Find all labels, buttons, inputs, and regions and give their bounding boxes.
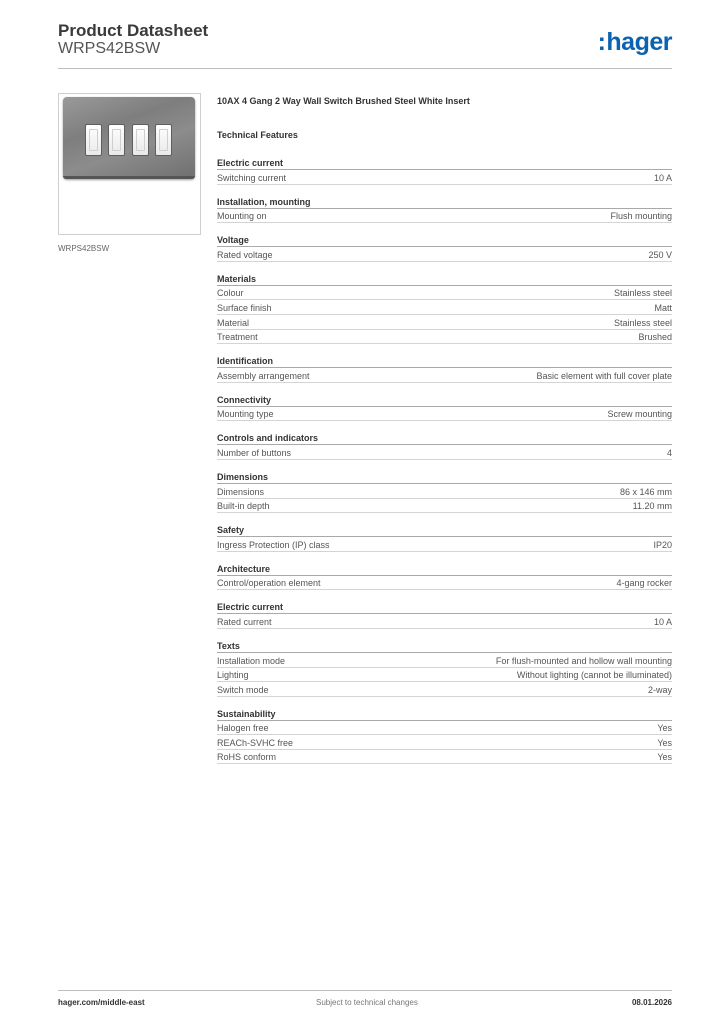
feature-label: Lighting <box>217 670 249 681</box>
feature-label: Treatment <box>217 332 258 343</box>
section-title: Sustainability <box>217 706 672 721</box>
feature-value: 4 <box>666 447 672 458</box>
feature-row <box>217 315 672 330</box>
rocker-2 <box>108 124 125 156</box>
feature-value: Brushed <box>638 332 672 343</box>
feature-section <box>217 706 672 765</box>
feature-value: IP20 <box>653 539 672 550</box>
section-title: Connectivity <box>217 392 672 407</box>
feature-label: Built-in depth <box>217 501 270 512</box>
feature-row <box>217 368 672 383</box>
feature-section <box>217 392 672 422</box>
feature-value: 10 A <box>653 616 672 627</box>
feature-section <box>217 353 672 383</box>
feature-value: 11.20 mm <box>632 501 672 512</box>
feature-value: Matt <box>654 302 672 313</box>
feature-label: Halogen free <box>217 723 269 734</box>
feature-label: Switch mode <box>217 684 269 695</box>
feature-label: RoHS conform <box>217 752 277 763</box>
section-title: Dimensions <box>217 469 672 484</box>
feature-row <box>217 537 672 552</box>
feature-row <box>217 300 672 315</box>
feature-label: Rated voltage <box>217 249 273 260</box>
footer-notice: Subject to technical changes <box>316 998 418 1007</box>
section-title: Identification <box>217 353 672 368</box>
section-title: Electric current <box>217 599 672 614</box>
feature-value: Basic element with full cover plate <box>536 370 672 381</box>
feature-row <box>217 170 672 185</box>
footer-divider <box>58 990 672 991</box>
feature-row <box>217 247 672 262</box>
switch-plate-image <box>63 97 195 179</box>
logo-text: hager <box>606 28 672 56</box>
page-title: Product Datasheet <box>58 21 209 40</box>
feature-label: Mounting on <box>217 211 267 222</box>
feature-value: For flush-mounted and hollow wall mounting <box>495 655 672 666</box>
footer-website: hager.com/middle-east <box>58 998 145 1007</box>
feature-row <box>217 209 672 224</box>
technical-features-heading: Technical Features <box>217 130 298 140</box>
feature-section <box>217 430 672 460</box>
feature-section <box>217 522 672 552</box>
feature-section <box>217 155 672 185</box>
feature-section <box>217 599 672 629</box>
feature-label: Material <box>217 317 250 328</box>
feature-label: Number of buttons <box>217 447 292 458</box>
feature-row <box>217 735 672 750</box>
feature-label: Ingress Protection (IP) class <box>217 539 330 550</box>
feature-label: Mounting type <box>217 409 274 420</box>
feature-label: Control/operation element <box>217 578 321 589</box>
feature-value: Stainless steel <box>613 317 672 328</box>
feature-value: Without lighting (cannot be illuminated) <box>516 670 672 681</box>
feature-value: Flush mounting <box>610 211 672 222</box>
section-title: Installation, mounting <box>217 194 672 209</box>
feature-row <box>217 286 672 301</box>
feature-section <box>217 232 672 262</box>
feature-row <box>217 484 672 499</box>
feature-section <box>217 194 672 224</box>
section-title: Materials <box>217 271 672 286</box>
section-title: Architecture <box>217 561 672 576</box>
section-title: Electric current <box>217 155 672 170</box>
feature-row <box>217 668 672 683</box>
feature-label: Switching current <box>217 172 287 183</box>
feature-row <box>217 682 672 697</box>
section-title: Controls and indicators <box>217 430 672 445</box>
feature-value: 10 A <box>653 172 672 183</box>
feature-section <box>217 638 672 697</box>
feature-row <box>217 499 672 514</box>
feature-row <box>217 653 672 668</box>
feature-row <box>217 576 672 591</box>
feature-value: 250 V <box>648 249 672 260</box>
feature-value: Screw mounting <box>607 409 672 420</box>
feature-section <box>217 271 672 344</box>
feature-value: Stainless steel <box>613 288 672 299</box>
feature-label: Rated current <box>217 616 272 627</box>
feature-label: REACh-SVHC free <box>217 737 294 748</box>
feature-value: 86 x 146 mm <box>619 486 672 497</box>
feature-label: Dimensions <box>217 486 265 497</box>
section-title: Texts <box>217 638 672 653</box>
technical-content <box>217 96 672 773</box>
rocker-4 <box>155 124 172 156</box>
feature-section <box>217 561 672 591</box>
feature-label: Surface finish <box>217 302 272 313</box>
section-title: Voltage <box>217 232 672 247</box>
feature-value: 4-gang rocker <box>616 578 672 589</box>
feature-row <box>217 330 672 345</box>
feature-value: Yes <box>657 737 672 748</box>
feature-sections <box>217 155 672 764</box>
feature-value: 2-way <box>647 684 672 695</box>
product-image <box>58 93 201 235</box>
feature-row <box>217 407 672 422</box>
header-divider <box>58 68 672 69</box>
feature-label: Installation mode <box>217 655 286 666</box>
feature-value: Yes <box>657 723 672 734</box>
product-reference: WRPS42BSW <box>58 40 161 57</box>
feature-row <box>217 750 672 765</box>
section-title: Safety <box>217 522 672 537</box>
product-image-caption: WRPS42BSW <box>58 244 110 253</box>
footer-date: 08.01.2026 <box>631 998 672 1007</box>
rocker-1 <box>85 124 102 156</box>
product-name: 10AX 4 Gang 2 Way Wall Switch Brushed Steel White Insert <box>217 96 470 106</box>
feature-value: Yes <box>657 752 672 763</box>
feature-label: Assembly arrangement <box>217 370 310 381</box>
hager-logo: :hager <box>597 28 672 56</box>
feature-section <box>217 469 672 513</box>
feature-row <box>217 445 672 460</box>
feature-label: Colour <box>217 288 244 299</box>
feature-row <box>217 614 672 629</box>
rocker-3 <box>132 124 149 156</box>
feature-row <box>217 721 672 736</box>
